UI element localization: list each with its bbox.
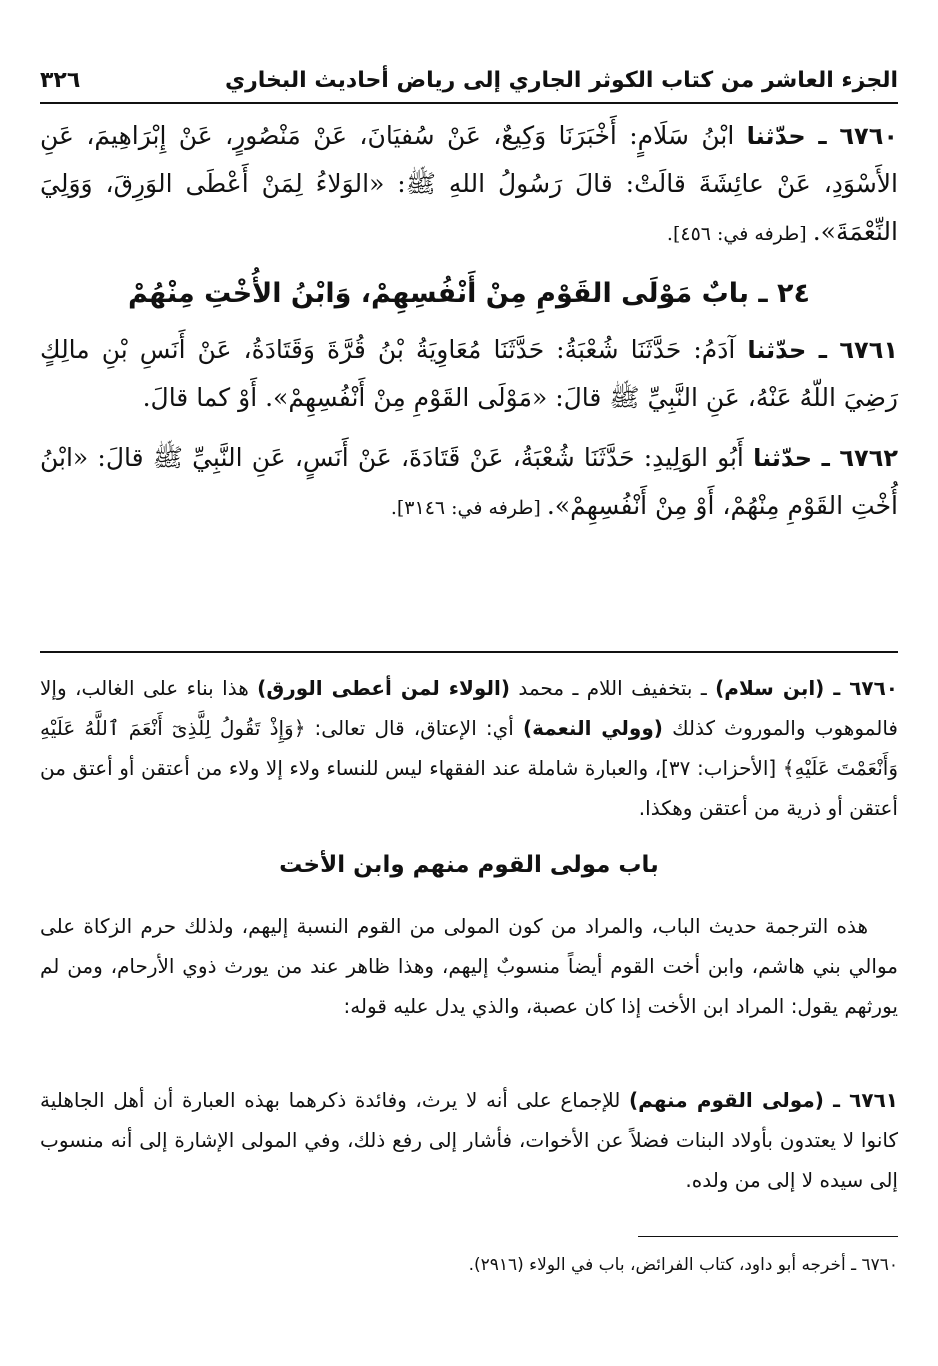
commentary-text: ـ بتخفيف اللام ـ محمد — [509, 676, 716, 700]
hadith-text: آدَمُ: حَدَّثَنَا شُعْبَةُ: حَدَّثَنَا مُعَاوِيَةُ بْنُ قُرَّةَ وَقَتَادَةُ، عَنْ أَنَسِ بْنِ مالِكٍ رَضِيَ اللّهُ عَنْهُ، عَنِ النَّبِيِّ ﷺ قالَ: «مَوْلَى القَوْمِ مِنْ أَنْفُسِهِمْ». أَوْ كما قالَ. — [40, 335, 898, 412]
commentary-quote: (الولاء لمن أعطى الورق) — [257, 676, 510, 700]
commentary-heading: باب مولى القوم منهم وابن الأخت — [279, 852, 659, 878]
footnote: ٦٧٦٠ ـ أخرجه أبو داود، كتاب الفرائض، باب في الولاء (٢٩١٦). — [468, 1255, 898, 1275]
book-page — [40, 0, 898, 1366]
hadith-lead: ٦٧٦٢ ـ حدّثنا — [753, 444, 898, 472]
running-header — [40, 62, 898, 104]
commentary-quote: (وولي النعمة) — [522, 716, 663, 740]
commentary-lead: ٦٧٦٠ ـ (ابن سلام) — [715, 676, 899, 700]
hadith-6760 — [40, 112, 898, 258]
hadith-reference: [طرفه في: ٤٥٦]. — [666, 223, 813, 245]
hadith-lead: ٦٧٦١ ـ حدّثنا — [747, 336, 898, 364]
hadith-text: ابْنُ سَلَامٍ: أَخْبَرَنَا وَكِيعٌ، عَنْ سُفيَانَ، عَنْ مَنْصُورٍ، عَنْ إِبْرَاهِيمَ، عَنِ الأَسْوَدِ، عَنْ عائِشَةَ قالَتْ: قالَ رَسُولُ اللهِ ﷺ: «الوَلاءُ لِمَنْ أَعْطَى الوَرِقَ، وَوَلِيَ النِّعْمَةَ». — [40, 121, 898, 246]
commentary-6760 — [40, 668, 898, 828]
hadith-6761 — [40, 326, 898, 422]
hadith-6762 — [40, 434, 898, 532]
footnote-rule — [638, 1236, 898, 1237]
commentary-chapter-text: هذه الترجمة حديث الباب، والمراد من كون المولى من القوم النسبة إليهم، ولذلك حرم الزكاة على موالي بني هاشم، وابن أخت القوم أيضاً منسوبٌ إليهم، وهذا ظاهر عند من يورث ذوي الأرحام، ومن لم يورثهم يقول: المراد ابن الأخت إذا كان عصبة، والذي يدل عليه قوله: — [40, 914, 898, 1018]
hadith-reference: [طرفه في: ٣١٤٦]. — [390, 497, 547, 519]
commentary-text: هذا بناء على الغالب، وإلا فالموهوب والموروث كذلك — [40, 676, 898, 740]
chapter-heading: ٢٤ ـ بابٌ مَوْلَى القَوْمِ مِنْ أَنْفُسِهِمْ، وَابْنُ الأُخْتِ مِنْهُمْ — [127, 278, 811, 309]
commentary-lead: ٦٧٦١ ـ (مولى القوم منهم) — [629, 1088, 898, 1112]
running-title: الجزء العاشر من كتاب الكوثر الجاري إلى رياض أحاديث البخاري — [224, 68, 898, 93]
commentary-6761 — [40, 1080, 898, 1200]
commentary-text: أي: الإعتاق، قال تعالى: ﴿وَإِذْ تَقُولُ لِلَّذِىٓ أَنْعَمَ ٱللَّهُ عَلَيْهِ وَأَنْعَمْتَ عَلَيْهِ﴾ [الأحزاب: ٣٧]، والعبارة شاملة عند الفقهاء ليس للنساء ولاء إلا ولاء من أعتقن أو أعتق من أعتقن أو ذرية من أعتقن وهكذا. — [40, 716, 898, 820]
commentary-separator — [40, 651, 898, 653]
commentary-text: للإجماع على أنه لا يرث، وفائدة ذكرهما بهذه العبارة أن أهل الجاهلية كانوا لا يعتدون بأولاد البنات فضلاً عن الأخوات، فأشار إلى رفع ذلك، وفي المولى الإشارة إلى أنه منسوب إلى سيده لا إلى من ولده. — [40, 1088, 898, 1192]
page-number: ٣٢٦ — [40, 68, 81, 93]
hadith-text: أَبُو الوَلِيدِ: حَدَّثَنَا شُعْبَةُ، عَنْ قَتَادَةَ، عَنْ أَنَسٍ، عَنِ النَّبِيِّ ﷺ قالَ: «ابْنُ أُخْتِ القَوْمِ مِنْهُمْ، أَوْ مِنْ أَنْفُسِهِمْ». — [40, 443, 898, 520]
hadith-lead: ٦٧٦٠ ـ حدّثنا — [746, 122, 898, 150]
